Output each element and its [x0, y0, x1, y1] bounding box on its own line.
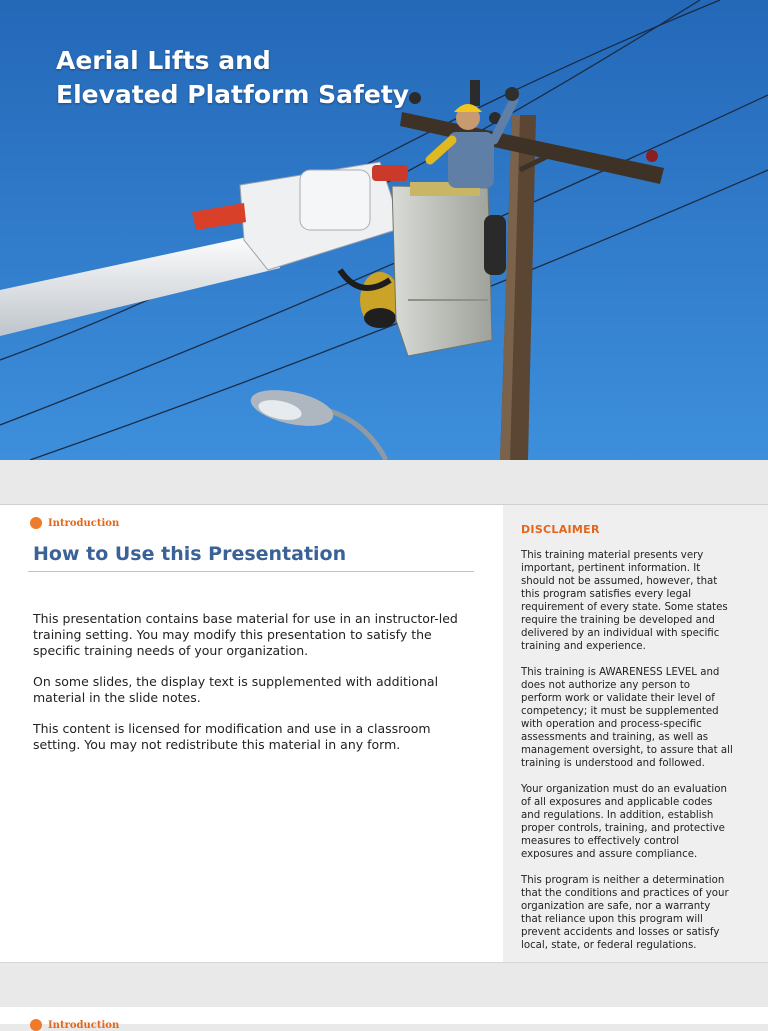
bullet-dot-icon	[30, 1019, 42, 1031]
section-tag	[30, 517, 119, 529]
slide-main-panel	[0, 505, 503, 962]
title-line-2: Elevated Platform Safety	[56, 80, 410, 109]
disclaimer-title: DISCLAIMER	[521, 523, 600, 536]
section-label: Introduction	[48, 517, 120, 529]
body-paragraph: On some slides, the display text is supplemented with additional material in the slide notes.	[33, 674, 439, 705]
section-tag	[30, 1019, 119, 1031]
disclaimer-panel	[503, 505, 768, 962]
disclaimer-paragraph: This training is AWARENESS LEVEL and does not authorize any person to perform work or validate their level of competency; it must be supplemented with operation and process-specific assessments and training, as well as management oversight, to assure that all training is understood and followed.	[521, 667, 733, 769]
next-slide-peek	[0, 1007, 768, 1031]
presentation-title	[56, 44, 409, 112]
section-label: Introduction	[48, 1019, 120, 1031]
title-line-1: Aerial Lifts and	[56, 46, 271, 75]
aerial-bucket	[392, 182, 506, 356]
disclaimer-body	[521, 549, 733, 965]
slide-gap	[0, 962, 768, 1008]
body-paragraph: This presentation contains base material for use in an instructor-led training setting. You may modify this presentation to satisfy the specific training needs of your organization.	[33, 611, 458, 658]
body-paragraph: This content is licensed for modification and use in a classroom setting. You may not redistribute this material in any form.	[33, 721, 431, 752]
disclaimer-paragraph: Your organization must do an evaluation of all exposures and applicable codes and regulations. In addition, establish proper controls, training, and protective measures to effectively control exposures and assure compliance.	[521, 784, 727, 860]
slide-heading: How to Use this Presentation	[33, 543, 347, 565]
disclaimer-paragraph: This program is neither a determination that the conditions and practices of your organization are safe, nor a warranty that reliance upon this program will prevent accidents and losses or satisfy local, state, or federal regulations.	[521, 875, 729, 951]
title-slide	[0, 0, 768, 460]
introduction-slide	[0, 505, 768, 962]
heading-divider	[28, 571, 474, 572]
slide-body	[33, 611, 473, 768]
bullet-dot-icon	[30, 517, 42, 529]
slide-gap	[0, 460, 768, 505]
disclaimer-paragraph: This training material presents very important, pertinent information. It should not be assumed, however, that this program satisfies every legal requirement of every state. Some states require the training be developed and delivered by an individual with specific training and experience.	[521, 550, 728, 652]
